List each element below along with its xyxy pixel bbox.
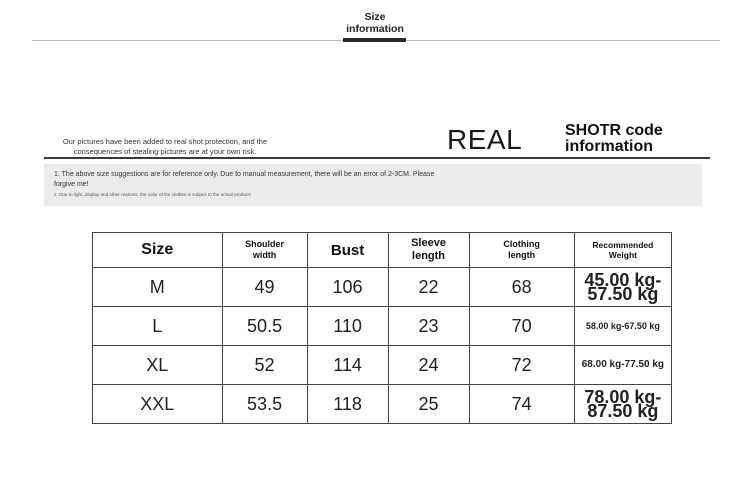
- cell-size: XXL: [93, 385, 223, 424]
- header-shoulder-line2: width: [252, 250, 277, 260]
- shotr-line2: information: [565, 138, 653, 155]
- header-sleeve: [388, 233, 469, 268]
- table-row: [93, 268, 672, 307]
- cell-sleeve: 23: [388, 307, 469, 346]
- cell-shoulder: 52: [222, 346, 307, 385]
- cell-length: 72: [469, 346, 574, 385]
- cell-bust: 118: [307, 385, 388, 424]
- header-bust: Bust: [307, 233, 388, 268]
- cell-weight: 58.00 kg-67.50 kg: [574, 307, 671, 346]
- header-weight-line1: Recommended: [592, 240, 654, 250]
- cell-sleeve: 25: [388, 385, 469, 424]
- note-measurement: 1. The above size suggestions are for reference only. Due to manual measurement, there will be an error of 2-3CM. Please forgive me!: [54, 171, 435, 188]
- cell-length: 68: [469, 268, 574, 307]
- cell-weight: 45.00 kg-57.50 kg: [574, 268, 671, 307]
- cell-sleeve: 22: [388, 268, 469, 307]
- cell-bust: 106: [307, 268, 388, 307]
- table-row: [93, 385, 672, 424]
- page-title-line2: information: [346, 23, 404, 35]
- cell-bust: 110: [307, 307, 388, 346]
- cell-length: 74: [469, 385, 574, 424]
- cell-length: 70: [469, 307, 574, 346]
- header-sleeve-line2: length: [412, 250, 446, 262]
- shotr-line1: SHOTR code: [565, 122, 663, 139]
- header-accent-bar: [343, 38, 406, 42]
- cell-shoulder: 50.5: [222, 307, 307, 346]
- cell-size: L: [93, 307, 223, 346]
- header-clothing-line1: Clothing: [503, 239, 540, 249]
- shotr-code-label: [565, 123, 695, 155]
- notes-box: [44, 164, 702, 206]
- header-clothing: [469, 233, 574, 268]
- cell-sleeve: 24: [388, 346, 469, 385]
- header-weight: [574, 233, 671, 268]
- cell-shoulder: 49: [222, 268, 307, 307]
- header-sleeve-line1: Sleeve: [411, 237, 446, 249]
- header-shoulder: [222, 233, 307, 268]
- cell-weight: 78.00 kg-87.50 kg: [574, 385, 671, 424]
- table-row: [93, 307, 672, 346]
- header-clothing-line2: length: [508, 250, 536, 260]
- table-header-row: [93, 233, 672, 268]
- cell-bust: 114: [307, 346, 388, 385]
- real-label: REAL: [447, 124, 523, 155]
- header-size: Size: [93, 233, 223, 268]
- note-color: 2. Due to light, display and other reasons, the color of the clothes is subject to the actual product!: [54, 192, 251, 197]
- page-title: [330, 11, 420, 35]
- cell-shoulder: 53.5: [222, 385, 307, 424]
- table-row: [93, 346, 672, 385]
- header-weight-line2: Weight: [608, 250, 637, 260]
- page-title-line1: Size: [364, 11, 386, 23]
- header-shoulder-line1: Shoulder: [245, 239, 285, 249]
- cell-size: M: [93, 268, 223, 307]
- size-table: [92, 232, 672, 424]
- cell-weight: 68.00 kg-77.50 kg: [574, 346, 671, 385]
- protection-notice: Our pictures have been added to real shot protection, and the consequences of stealing pictures are at your own risk.: [62, 137, 268, 156]
- banner-divider: [44, 157, 710, 159]
- cell-size: XL: [93, 346, 223, 385]
